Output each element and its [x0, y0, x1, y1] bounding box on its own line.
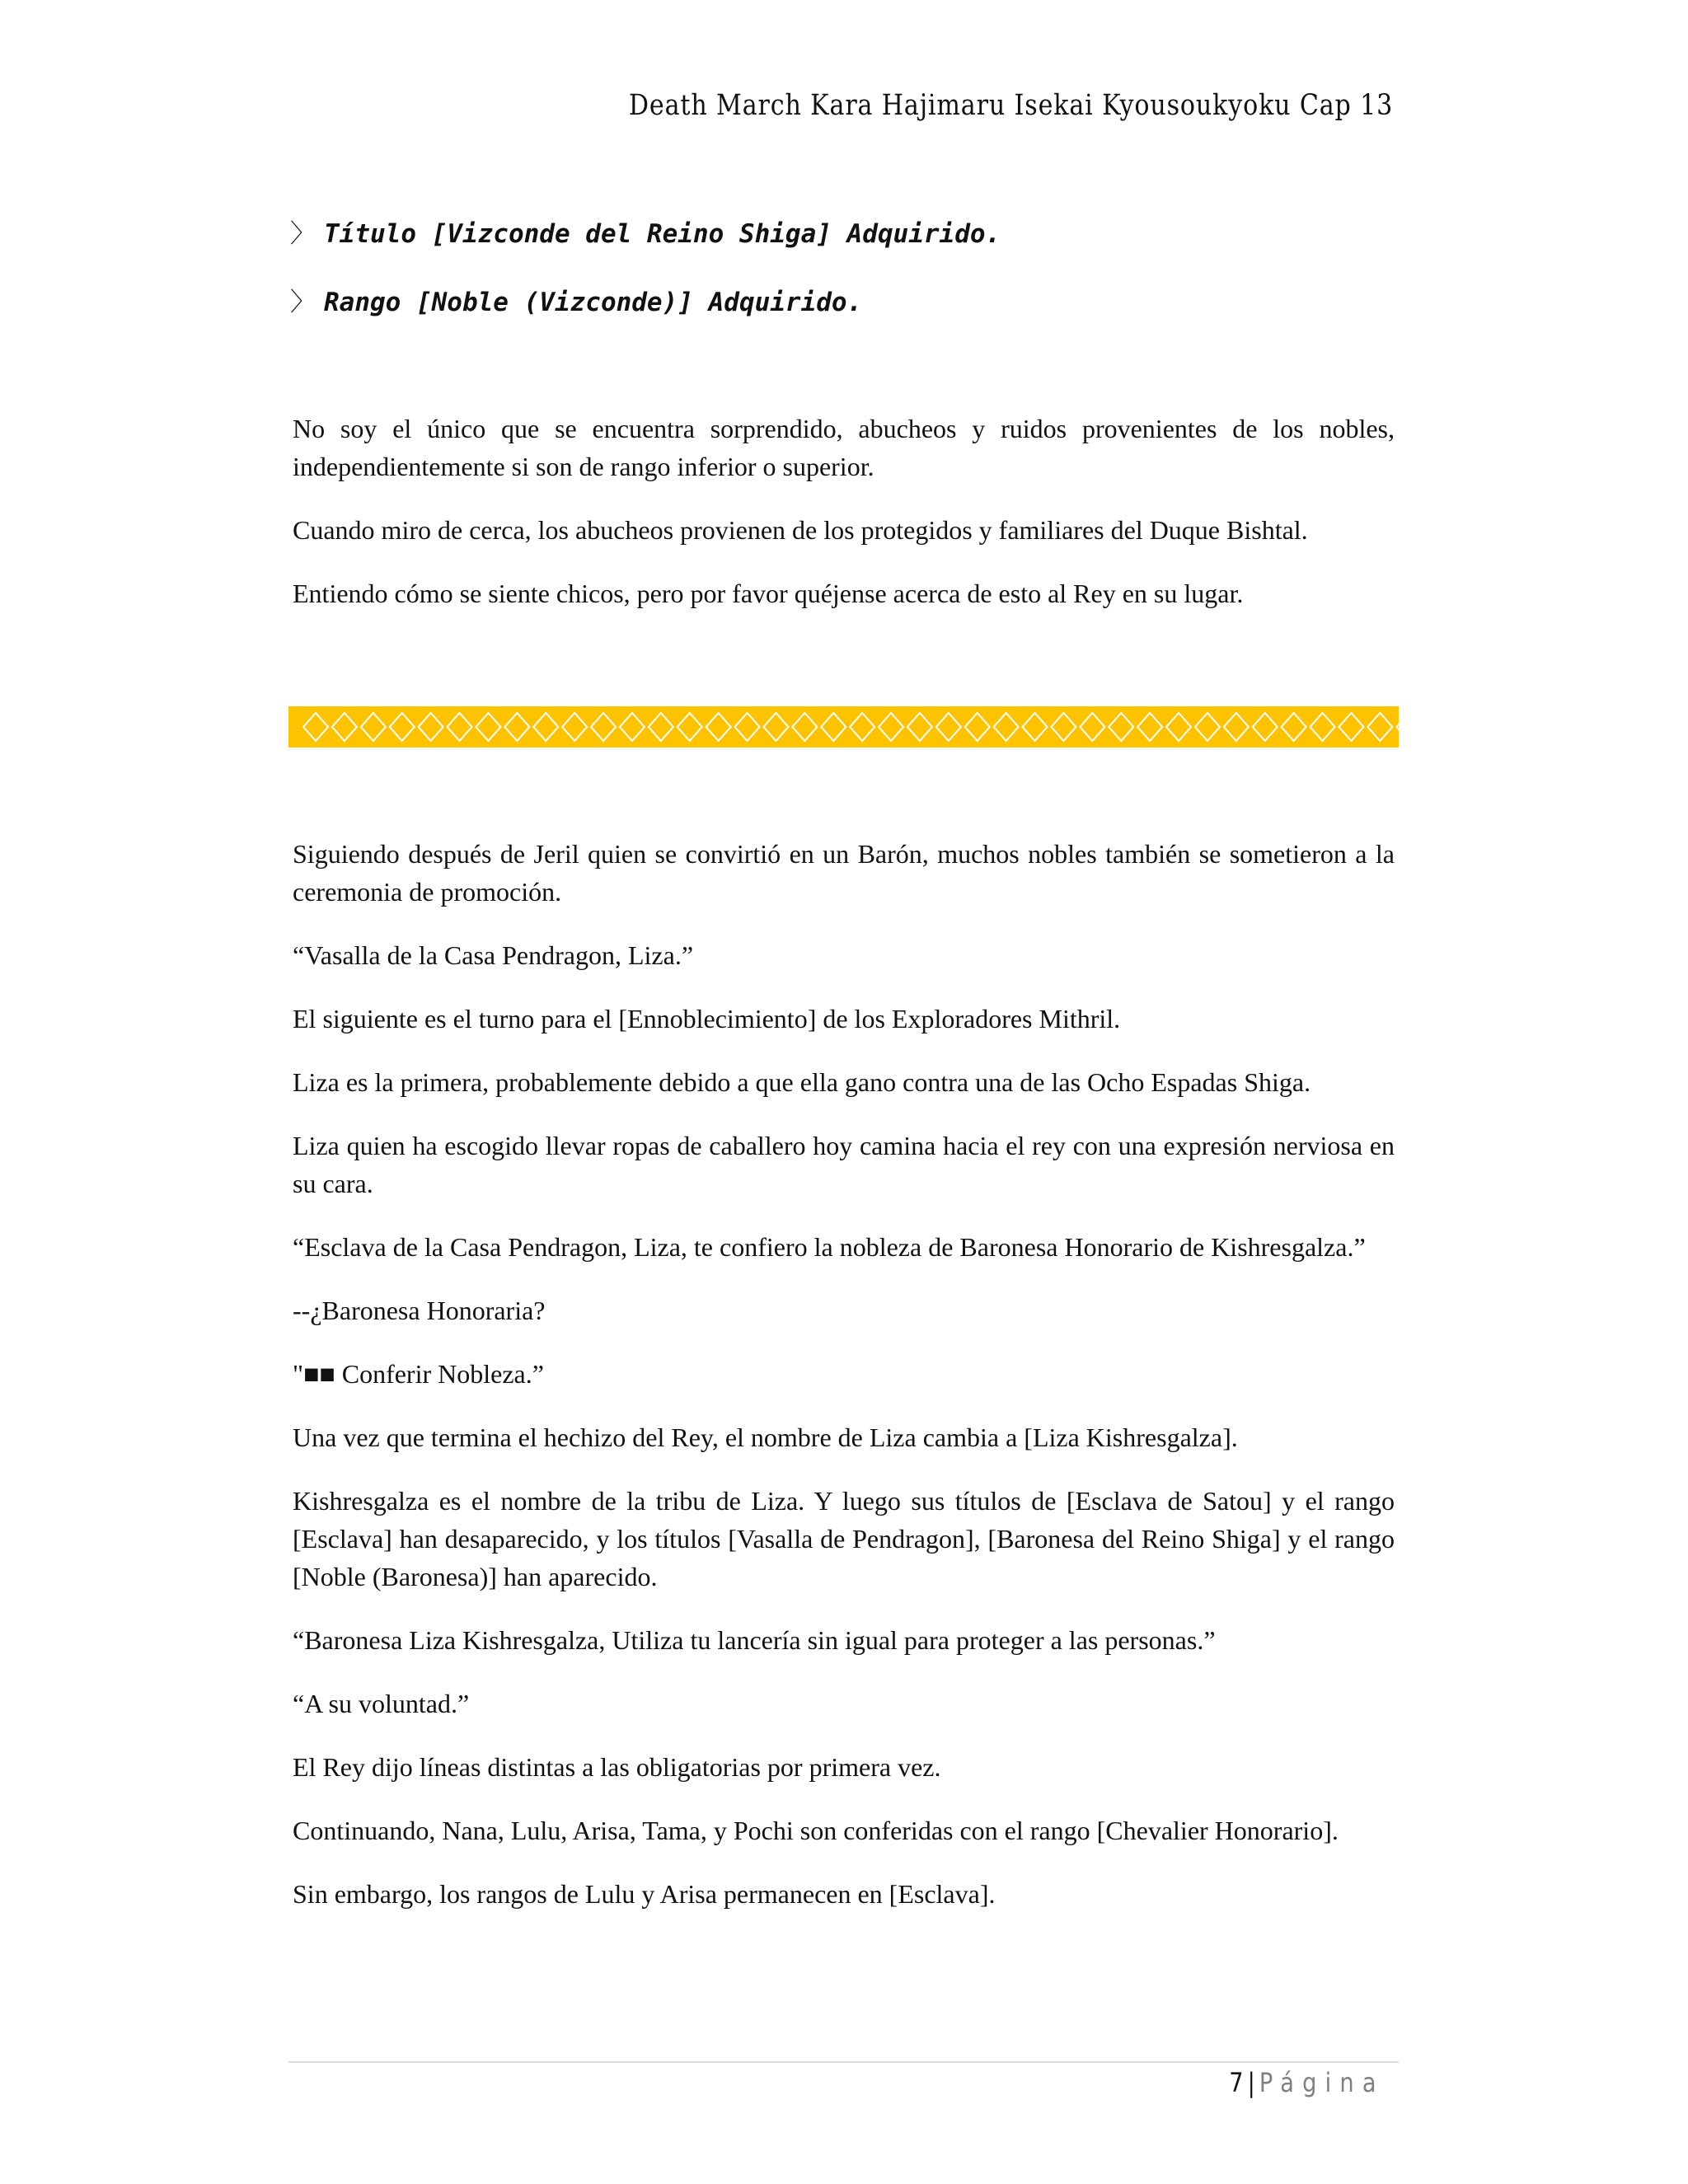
paragraph: Una vez que termina el hechizo del Rey, el nombre de Liza cambia a [Liza Kishresgalza]. — [293, 1422, 1238, 1452]
diamond-icon — [994, 713, 1019, 741]
diamond-icon — [821, 713, 846, 741]
diamond-icon — [1195, 713, 1220, 741]
paragraph: “Vasalla de la Casa Pendragon, Liza.” — [293, 940, 694, 970]
paragraph: Sin embargo, los rangos de Lulu y Arisa permanecen en [Esclava]. — [293, 1879, 996, 1909]
diamond-icon — [533, 713, 558, 741]
diamond-icon — [504, 713, 529, 741]
diamond-icon — [1282, 713, 1306, 741]
paragraph: Liza es la primera, probablemente debido a que ella gano contra una de las Ocho Espadas Shiga. — [293, 1067, 1311, 1097]
page-label: Página — [1259, 2067, 1385, 2098]
diamond-icon — [620, 713, 645, 741]
diamond-icon — [706, 713, 731, 741]
diamond-icon — [1166, 713, 1191, 741]
paragraph: Liza quien ha escogido llevar ropas de caballero hoy camina hacia el rey con una expresión nerviosa en su cara. — [293, 1131, 1395, 1198]
diamond-icon — [907, 713, 932, 741]
paragraph: --¿Baronesa Honoraria? — [293, 1296, 546, 1325]
arrow-icon: 〉 — [290, 219, 316, 249]
system-message-rank — [290, 281, 862, 318]
page-header: Death March Kara Hajimaru Isekai Kyousoukyoku Cap 13 — [628, 89, 1393, 122]
diamond-icon — [792, 713, 817, 741]
diamond-icon — [332, 713, 357, 741]
diamond-icon — [1367, 713, 1392, 741]
system-message-title — [290, 213, 1001, 250]
diamond-icon — [1137, 713, 1162, 741]
diamond-icon — [1224, 713, 1249, 741]
page-footer — [1230, 2067, 1385, 2098]
section-2 — [293, 835, 1395, 1938]
paragraph: "■■ Conferir Nobleza.” — [293, 1359, 544, 1389]
diamond-icon — [361, 713, 386, 741]
diamond-icon — [390, 713, 415, 741]
paragraph: “Baronesa Liza Kishresgalza, Utiliza tu lancería sin igual para proteger a las personas.” — [293, 1625, 1216, 1655]
paragraph: Kishresgalza es el nombre de la tribu de Liza. Y luego sus títulos de [Esclava de Satou] y el rango [Esclava] han desaparecido, y los títulos [Vasalla de Pendragon], [Baronesa del Reino Shiga] y el rango [Noble (Baronesa)] han aparecido. — [293, 1486, 1395, 1591]
diamond-icon — [419, 713, 443, 741]
diamond-icon — [879, 713, 903, 741]
system-message-text: Rango [Noble (Vizconde)] Adquirido. — [324, 288, 863, 317]
diamond-icon — [1051, 713, 1076, 741]
diamond-icon — [476, 713, 500, 741]
paragraph: “A su voluntad.” — [293, 1689, 470, 1718]
diamond-icon — [936, 713, 961, 741]
diamond-icon — [1023, 713, 1048, 741]
diamond-icon — [735, 713, 760, 741]
footer-separator: | — [1247, 2067, 1256, 2098]
diamond-icon — [1396, 713, 1399, 741]
paragraph: El Rey dijo líneas distintas a las obligatorias por primera vez. — [293, 1752, 941, 1782]
diamond-icon — [965, 713, 990, 741]
paragraph: Cuando miro de cerca, los abucheos provienen de los protegidos y familiares del Duque Bishtal. — [293, 515, 1308, 545]
arrow-icon: 〉 — [290, 288, 316, 317]
diamond-icon — [1339, 713, 1363, 741]
paragraph: El siguiente es el turno para el [Ennoblecimiento] de los Exploradores Mithril. — [293, 1004, 1121, 1033]
diamond-icon — [763, 713, 788, 741]
diamond-icon — [1080, 713, 1104, 741]
paragraph: Entiendo cómo se siente chicos, pero por favor quéjense acerca de esto al Rey en su lugar. — [293, 579, 1244, 608]
system-message-text: Título [Vizconde del Reino Shiga] Adquirido. — [324, 219, 1001, 249]
paragraph: No soy el único que se encuentra sorprendido, abucheos y ruidos provenientes de los nobles, independientemente si son de rango inferior o superior. — [293, 414, 1395, 481]
diamond-icon — [562, 713, 587, 741]
diamond-pattern-icon — [288, 706, 1399, 748]
page-number: 7 — [1229, 2067, 1244, 2098]
diamond-icon — [1311, 713, 1335, 741]
diamond-icon — [1109, 713, 1133, 741]
diamond-icon — [850, 713, 874, 741]
diamond-icon — [649, 713, 673, 741]
diamond-icon — [678, 713, 702, 741]
footer-divider — [288, 2061, 1399, 2063]
section-separator — [288, 706, 1399, 748]
section-1 — [293, 410, 1395, 638]
paragraph: Continuando, Nana, Lulu, Arisa, Tama, y Pochi son conferidas con el rango [Chevalier Honorario]. — [293, 1816, 1339, 1845]
paragraph: Siguiendo después de Jeril quien se convirtió en un Barón, muchos nobles también se sometieron a la ceremonia de promoción. — [293, 839, 1395, 907]
diamond-icon — [591, 713, 616, 741]
paragraph: “Esclava de la Casa Pendragon, Liza, te confiero la nobleza de Baronesa Honorario de Kishresgalza.” — [293, 1232, 1366, 1262]
diamond-icon — [448, 713, 472, 741]
diamond-icon — [303, 713, 328, 741]
diamond-icon — [1253, 713, 1278, 741]
